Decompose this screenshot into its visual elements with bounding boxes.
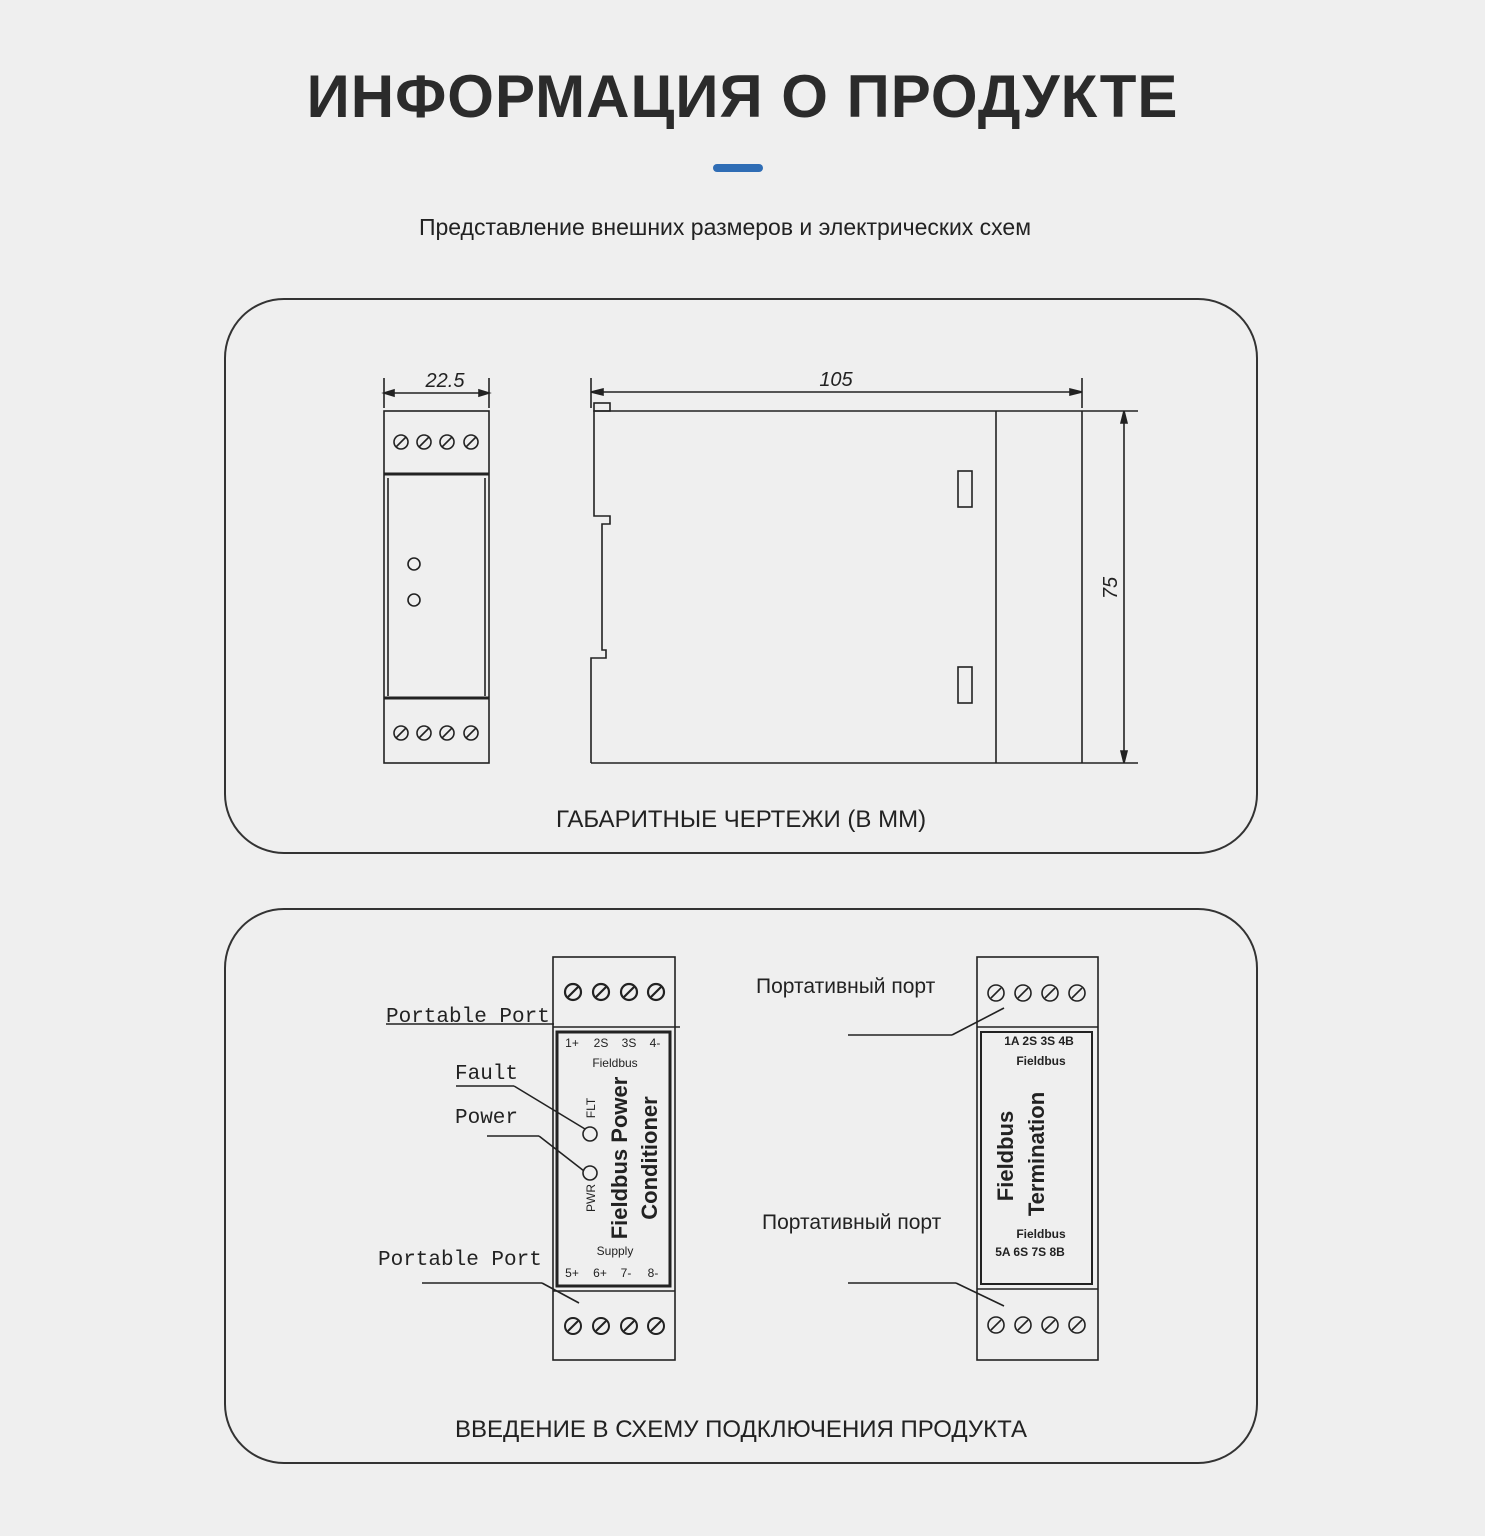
pwr-label: PWR — [584, 1184, 598, 1212]
terminal-label: 6+ — [593, 1266, 607, 1280]
device-name-line1: Fieldbus Power — [607, 1076, 632, 1240]
dimension-drawing — [224, 298, 1258, 854]
page-title: ИНФОРМАЦИЯ О ПРОДУКТЕ — [306, 63, 1179, 130]
device-name-line2: Conditioner — [637, 1096, 662, 1220]
terminal-label: 7- — [620, 1266, 632, 1280]
left-callout-power: Power — [455, 1107, 519, 1130]
side-view-outline — [591, 411, 996, 763]
conditioner-bottom-screws — [565, 1318, 664, 1334]
fieldbus-group-label-top: Fieldbus — [1016, 1054, 1066, 1068]
title-accent-bar — [713, 164, 763, 172]
width-label: 22.5 — [425, 370, 465, 392]
flt-label: FLT — [584, 1097, 598, 1119]
terminal-labels-top: 1A 2S 3S 4B — [1004, 1034, 1074, 1048]
front-view-body — [384, 411, 489, 763]
termination-top-screws — [988, 985, 1085, 1001]
terminal-label: 3S — [621, 1036, 637, 1050]
termination-name-line2: Termination — [1024, 1091, 1049, 1217]
dimensions-caption: ГАБАРИТНЫЕ ЧЕРТЕЖИ (В ММ) — [555, 806, 927, 833]
power-led — [583, 1166, 597, 1180]
right-callout-portable-port-bottom: Портативный порт — [762, 1211, 942, 1234]
terminal-label: 2S — [593, 1036, 609, 1050]
front-top-screws — [394, 435, 478, 449]
terminal-label: 4- — [649, 1036, 661, 1050]
termination-name-line1: Fieldbus — [993, 1110, 1018, 1202]
conditioner-top-screws — [565, 984, 664, 1000]
page-subtitle: Представление внешних размеров и электрических схем — [418, 214, 1032, 240]
terminal-labels-bottom: 5A 6S 7S 8B — [995, 1245, 1065, 1259]
depth-label: 105 — [819, 369, 853, 391]
left-callout-fault: Fault — [455, 1063, 519, 1086]
left-callout-portable-port-bottom: Portable Port — [378, 1249, 542, 1272]
wiring-drawing — [224, 908, 1258, 1464]
height-label: 75 — [1100, 576, 1122, 600]
fault-led — [583, 1127, 597, 1141]
dimensions-panel — [224, 298, 1258, 854]
wiring-panel — [224, 908, 1258, 1464]
termination-bottom-screws — [988, 1317, 1085, 1333]
right-callout-portable-port-top: Портативный порт — [756, 975, 936, 998]
terminal-label: 1+ — [565, 1036, 579, 1050]
wiring-caption: ВВЕДЕНИЕ В СХЕМУ ПОДКЛЮЧЕНИЯ ПРОДУКТА — [454, 1416, 1028, 1443]
led-circle — [408, 594, 420, 606]
front-bottom-screws — [394, 726, 478, 740]
left-callout-portable-port-top: Portable Port — [386, 1006, 550, 1029]
fieldbus-group-label: Fieldbus — [592, 1056, 638, 1070]
supply-group-label: Supply — [596, 1244, 634, 1258]
fieldbus-group-label-bottom: Fieldbus — [1016, 1227, 1066, 1241]
led-circle — [408, 558, 420, 570]
terminal-label: 5+ — [565, 1266, 579, 1280]
terminal-label: 8- — [647, 1266, 659, 1280]
